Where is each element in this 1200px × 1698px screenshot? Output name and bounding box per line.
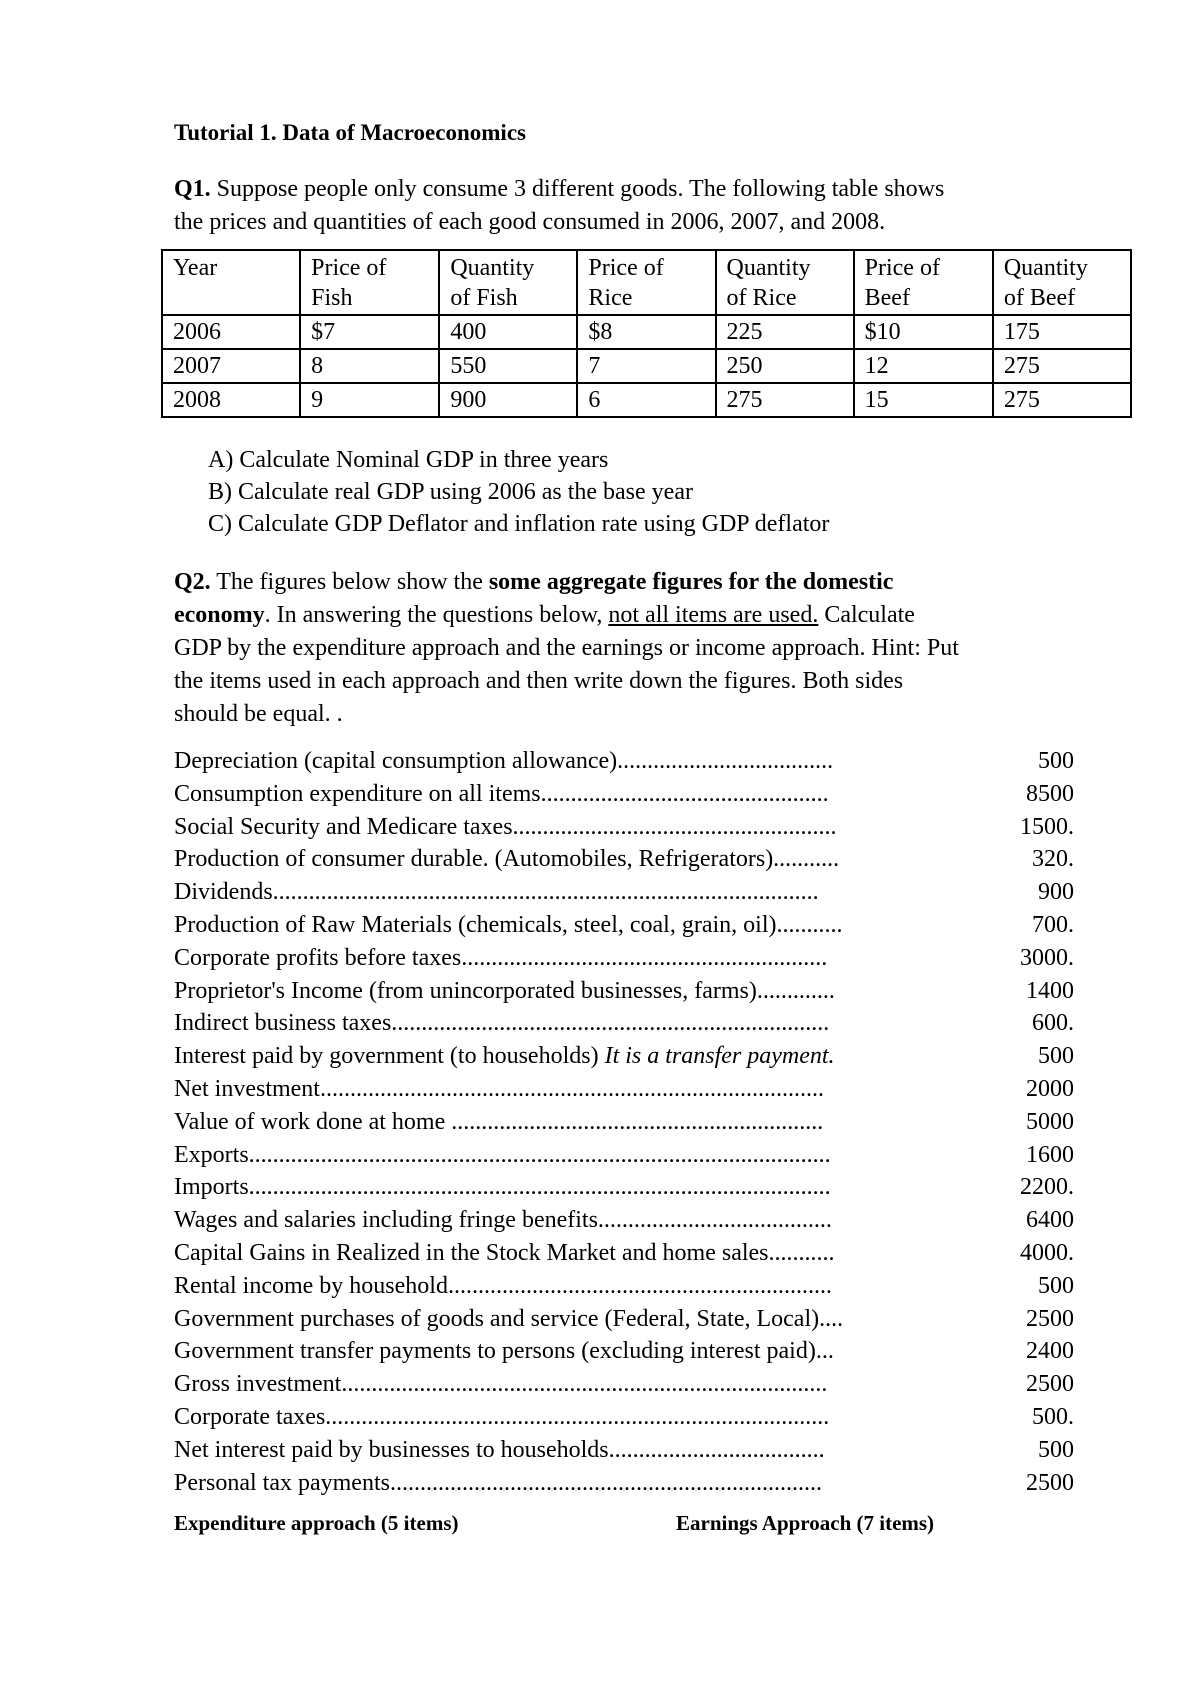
table-cell: 2006 [162,315,300,349]
list-item-label: Proprietor's Income (from unincorporated businesses, farms)............. [174,977,835,1004]
list-item [174,876,1074,909]
q1-text [174,173,1134,239]
table-cell: 275 [993,383,1131,417]
subquestion-item: A) Calculate Nominal GDP in three years [208,447,609,473]
list-item-label: Dividends........................................................................................... [174,879,819,906]
table-cell: 6 [577,383,715,417]
list-item [174,1434,1074,1467]
list-item-label: Corporate taxes.................................................................................... [174,1403,830,1430]
q2-text [174,566,1134,731]
list-item-label: Value of work done at home .............................................................. [174,1108,824,1135]
list-item-value: 5000 [1026,1108,1074,1135]
subquestion-item: C) Calculate GDP Deflator and inflation rate using GDP deflator [208,511,830,537]
table-cell: 275 [716,383,854,417]
list-item [174,1204,1074,1237]
table-header-cell: Quantity of Beef [993,250,1131,315]
list-item-note: It is a transfer payment. [604,1043,835,1070]
list-item-label: Interest paid by government (to households) It is a transfer payment. [174,1043,835,1070]
approaches-footer [174,1511,1134,1541]
list-item [174,975,1074,1008]
list-item [174,1303,1074,1336]
q2-line3: GDP by the expenditure approach and the earnings or income approach. Hint: Put [174,635,959,661]
table-cell: $10 [854,315,993,349]
list-item-value: 1600 [1026,1141,1074,1168]
table-cell: 8 [300,349,439,383]
list-item [174,1270,1074,1303]
table-cell: 550 [439,349,577,383]
list-item [174,1007,1074,1040]
list-item-value: 2500 [1026,1371,1074,1398]
list-item-label: Production of consumer durable. (Automobiles, Refrigerators)........... [174,846,840,873]
list-item-value: 1400 [1026,977,1074,1004]
list-item-value: 700. [1032,911,1074,938]
list-item [174,811,1074,844]
table-cell: 175 [993,315,1131,349]
q1-label: Q1. [174,176,211,202]
list-item [174,745,1074,778]
table-cell: 250 [716,349,854,383]
list-item-value: 8500 [1026,780,1074,807]
list-item-value: 2500 [1026,1305,1074,1332]
list-item-value: 900 [1038,879,1074,906]
list-item-label: Government transfer payments to persons (excluding interest paid)... [174,1338,834,1365]
q2-underline: not all items are used. [608,602,819,628]
list-item [174,1237,1074,1270]
list-item-label: Production of Raw Materials (chemicals, steel, coal, grain, oil)........... [174,911,843,938]
table-cell: $8 [577,315,715,349]
table-cell: 7 [577,349,715,383]
table-header-row [162,250,1131,315]
list-item [174,1171,1074,1204]
q2-text-c: Calculate [818,602,915,628]
list-item [174,778,1074,811]
list-item-label: Net interest paid by businesses to households.................................... [174,1436,825,1463]
subquestion-item: B) Calculate real GDP using 2006 as the base year [208,479,693,505]
list-item [174,1106,1074,1139]
list-item-label: Indirect business taxes......................................................................... [174,1010,830,1037]
q2-label: Q2. [174,569,211,595]
table-cell: 900 [439,383,577,417]
list-item-value: 2500 [1026,1469,1074,1496]
q2-line4: the items used in each approach and then write down the figures. Both sides [174,668,904,694]
list-item-label: Gross investment................................................................................. [174,1371,828,1398]
list-item-value: 1500. [1020,813,1074,840]
list-item-value: 500 [1038,1043,1074,1070]
list-item-value: 6400 [1026,1207,1074,1234]
list-item-label: Exports................................................................................................. [174,1141,831,1168]
list-item [174,1368,1074,1401]
table-header-cell: Year [162,250,300,315]
list-item [174,843,1074,876]
table-cell: $7 [300,315,439,349]
list-item [174,1335,1074,1368]
list-item-label: Net investment.................................................................................... [174,1075,824,1102]
list-item-label: Consumption expenditure on all items................................................ [174,780,829,807]
list-item [174,1040,1074,1073]
list-item-label: Wages and salaries including fringe benefits....................................... [174,1207,832,1234]
table-cell: 12 [854,349,993,383]
table-cell: 400 [439,315,577,349]
list-item-label: Personal tax payments........................................................................ [174,1469,822,1496]
list-item-label: Social Security and Medicare taxes...................................................... [174,813,837,840]
table-row [162,315,1131,349]
expenditure-approach-label: Expenditure approach (5 items) [174,1511,459,1536]
q2-text-a: The figures below show the [210,569,489,595]
list-item [174,1073,1074,1106]
list-item-value: 600. [1032,1010,1074,1037]
list-item-value: 4000. [1020,1239,1074,1266]
list-item-value: 500 [1038,748,1074,774]
q1-subquestions [208,444,1134,540]
list-item-value: 2000 [1026,1075,1074,1102]
list-item-label: Government purchases of goods and service (Federal, State, Local).... [174,1305,844,1332]
list-item-label: Capital Gains in Realized in the Stock Market and home sales........... [174,1239,835,1266]
list-item-value: 500. [1032,1403,1074,1430]
table-cell: 225 [716,315,854,349]
list-item-value: 500 [1038,1272,1074,1299]
table-header-cell: Quantity of Fish [439,250,577,315]
table-header-cell: Quantity of Rice [716,250,854,315]
q2-line5: should be equal. . [174,701,343,727]
table-cell: 15 [854,383,993,417]
list-item [174,942,1074,975]
table-row [162,383,1131,417]
list-item [174,1401,1074,1434]
table-cell: 275 [993,349,1131,383]
list-item-label: Imports................................................................................................. [174,1174,831,1201]
table-cell: 2007 [162,349,300,383]
list-item [174,909,1074,942]
list-item-value: 2200. [1020,1174,1074,1201]
list-item [174,1139,1074,1172]
table-header-cell: Price of Fish [300,250,439,315]
table-cell: 9 [300,383,439,417]
document-page [174,118,1134,1541]
table-row [162,349,1131,383]
list-item-label: Corporate profits before taxes............................................................. [174,944,828,971]
list-item-value: 3000. [1020,944,1074,971]
q2-text-b: . In answering the questions below, [264,602,609,628]
table-header-cell: Price of Beef [854,250,993,315]
list-item-value: 2400 [1026,1338,1074,1365]
list-item [174,1467,1074,1500]
earnings-approach-label: Earnings Approach (7 items) [676,1511,935,1536]
list-item-value: 500 [1038,1436,1074,1463]
goods-table [161,249,1132,418]
list-item-label: Depreciation (capital consumption allowance).................................... [174,748,834,774]
figures-list [174,745,1074,1499]
list-item-label: Rental income by household................................................................ [174,1272,832,1299]
q1-text-line1: Suppose people only consume 3 different goods. The following table shows [210,176,945,202]
q2-bold-b: economy [174,602,265,628]
list-item-value: 320. [1032,846,1074,873]
table-header-cell: Price of Rice [577,250,715,315]
q2-bold-a: some aggregate figures for the domestic [488,569,894,595]
table-cell: 2008 [162,383,300,417]
q1-text-line2: the prices and quantities of each good consumed in 2006, 2007, and 2008. [174,209,886,235]
document-title: Tutorial 1. Data of Macroeconomics [174,120,526,145]
